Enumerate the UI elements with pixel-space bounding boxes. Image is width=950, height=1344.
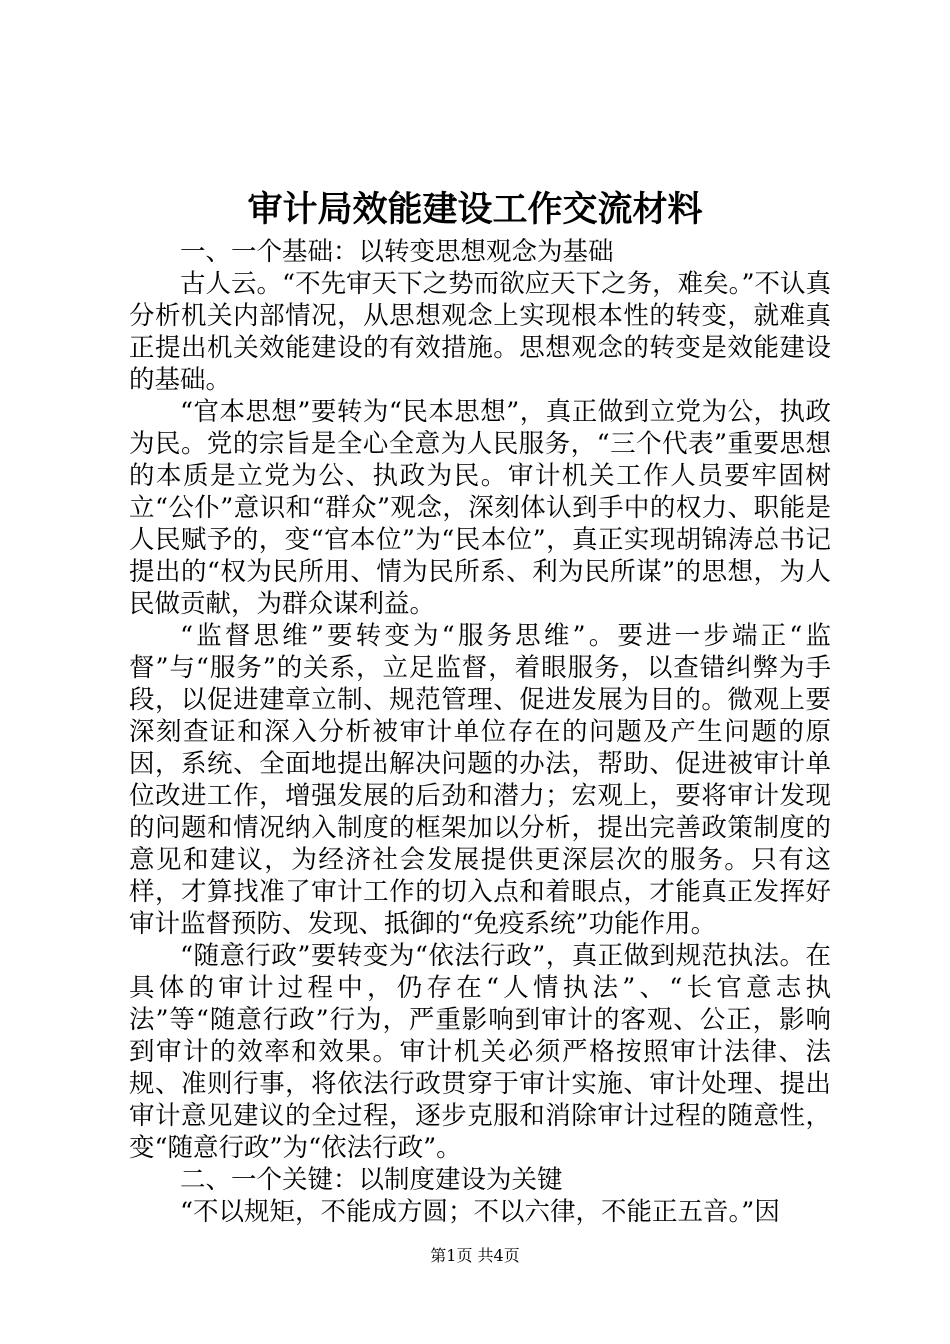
paragraph-1: 古人云。“不先审天下之势而欲应天下之务，难矣。”不认真分析机关内部情况，从思想观念上实现根本性的转变，就难真正提出机关效能建设的有效措施。思想观念的转变是效能建设的基础。 bbox=[129, 269, 831, 395]
paragraph-5: “不以规矩，不能成方圆；不以六律，不能正五音。”因 bbox=[180, 1197, 780, 1227]
paragraph-4: “随意行政”要转变为“依法行政”，真正做到规范执法。在具体的审计过程中，仍存在“人情执法”、“长官意志执法”等“随意行政”行为，严重影响到审计的客观、公正，影响到审计的效率和效果。审计机关必须严格按照审计法律、法规、准则行事，将依法行政贯穿于审计实施、审计处理、提出审计意见建议的全过程，逐步克服和消除审计过程的随意性，变“随意行政”为“依法行政”。 bbox=[129, 941, 831, 1163]
page-number-footer: 第1页 共4页 bbox=[430, 1246, 520, 1265]
document-body bbox=[129, 236, 831, 1228]
document-title: 审计局效能建设工作交流材料 bbox=[247, 189, 703, 230]
section-heading-1: 一、一个基础：以转变思想观念为基础 bbox=[180, 237, 614, 267]
section-heading-2: 二、一个关键：以制度建设为关键 bbox=[180, 1165, 563, 1195]
paragraph-3: “监督思维”要转变为“服务思维”。要进一步端正“监督”与“服务”的关系，立足监督，着眼服务，以查错纠弊为手段，以促进建章立制、规范管理、促进发展为目的。微观上要深刻查证和深入分析被审计单位存在的问题及产生问题的原因，系统、全面地提出解决问题的办法，帮助、促进被审计单位改进工作，增强发展的后劲和潜力；宏观上，要将审计发现的问题和情况纳入制度的框架加以分析，提出完善政策制度的意见和建议，为经济社会发展提供更深层次的服务。只有这样，才算找准了审计工作的切入点和着眼点，才能真正发挥好审计监督预防、发现、抵御的“免疫系统”功能作用。 bbox=[129, 621, 831, 939]
paragraph-2: “官本思想”要转为“民本思想”，真正做到立党为公，执政为民。党的宗旨是全心全意为人民服务，“三个代表”重要思想的本质是立党为公、执政为民。审计机关工作人员要牢固树立“公仆”意识和“群众”观念，深刻体认到手中的权力、职能是人民赋予的，变“官本位”为“民本位”，真正实现胡锦涛总书记提出的“权为民所用、情为民所系、利为民所谋”的思想，为人民做贡献，为群众谋利益。 bbox=[129, 397, 831, 619]
